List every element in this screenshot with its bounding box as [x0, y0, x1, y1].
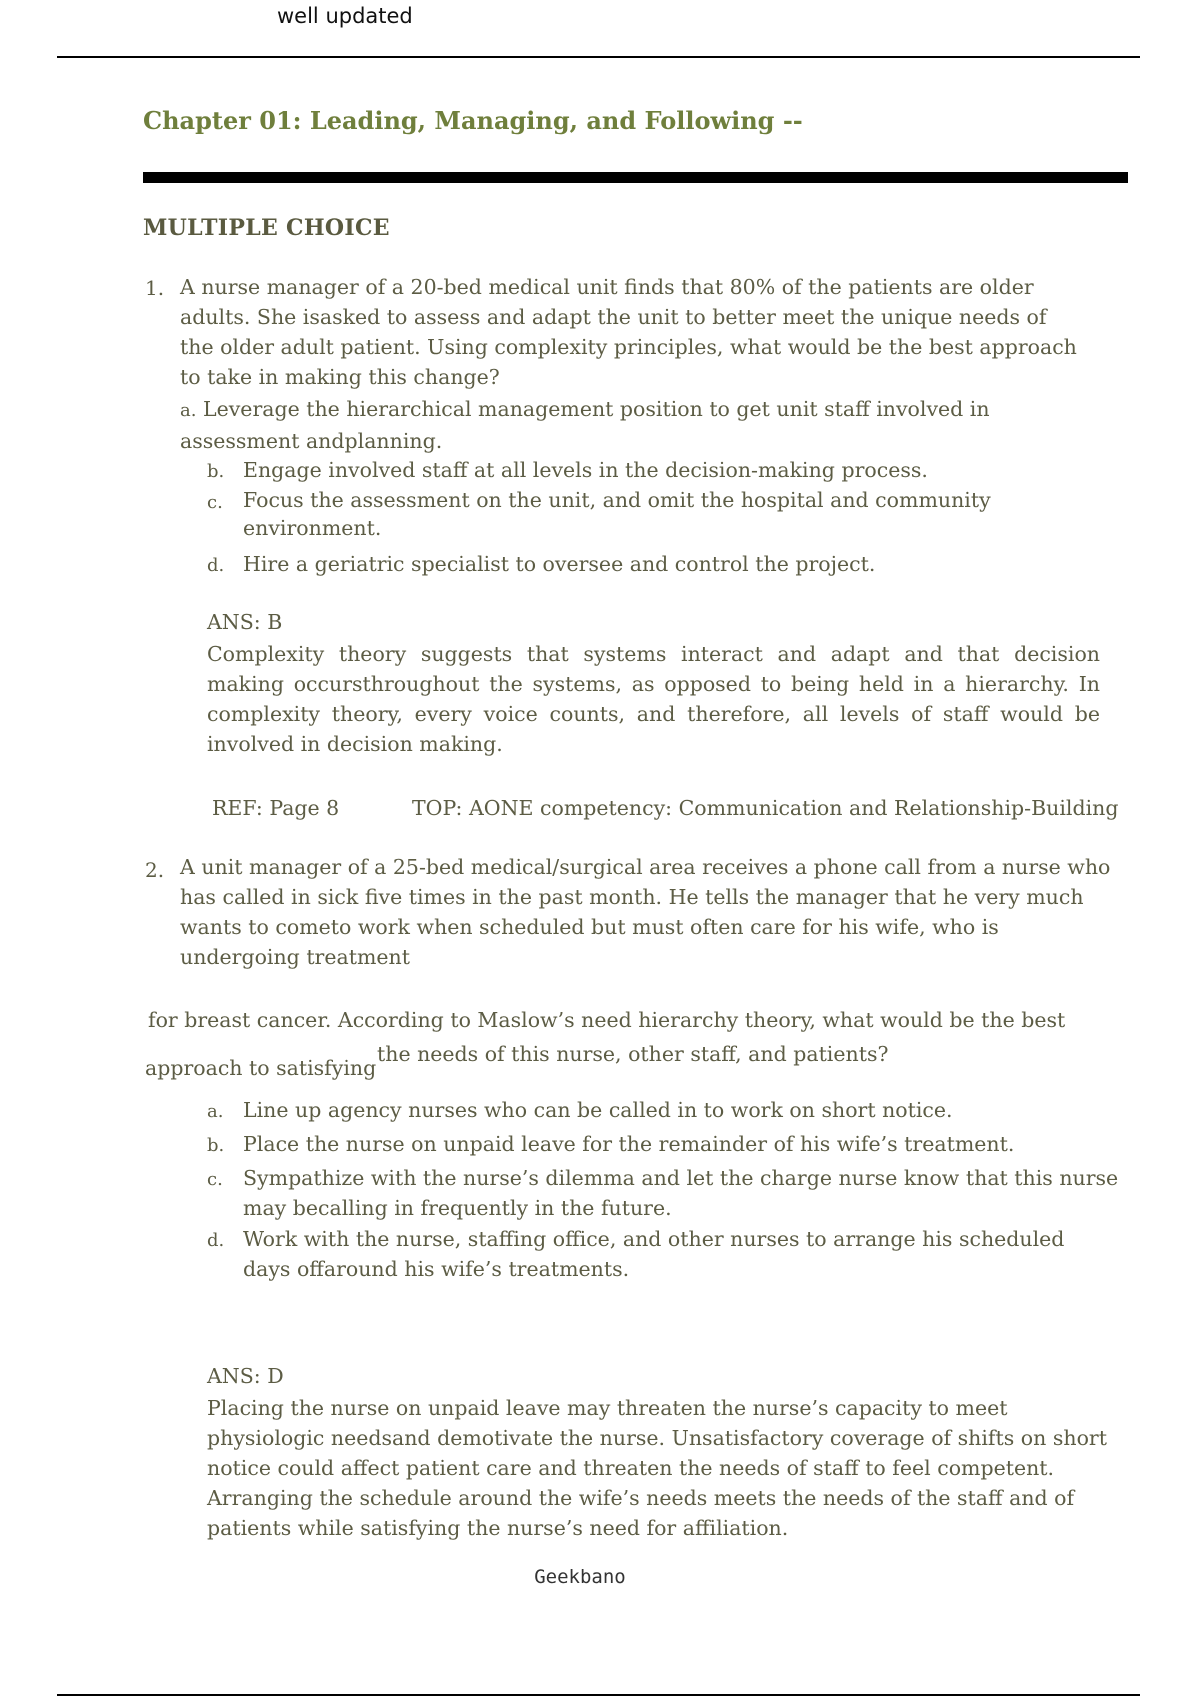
- question-stem-continued: the needs of this nurse, other staff, and patients?: [377, 1042, 889, 1066]
- option-b: Engage involved staff at all levels in the decision-making process.: [243, 458, 928, 482]
- rationale: Complexity theory suggests that systems interact and adapt and that decision making occursthroughout the systems, as opposed to being held in a hierarchy. In complexity theory, every voice counts, and therefore, all levels of staff would be involved in decision making.: [207, 642, 1100, 756]
- topic: TOP: AONE competency: Communication and Relationship-Building: [412, 796, 1119, 820]
- option-label: d.: [207, 1230, 225, 1251]
- reference: REF: Page 8: [212, 796, 340, 820]
- option-c: Focus the assessment on the unit, and omit the hospital and community environment.: [243, 488, 991, 540]
- question-number: 2.: [145, 858, 165, 882]
- option-label: b.: [207, 1135, 225, 1156]
- section-title: MULTIPLE CHOICE: [143, 215, 390, 241]
- section-divider-bar: [143, 172, 1128, 183]
- option-c: Sympathize with the nurse’s dilemma and let the charge nurse know that this nurse may becalling in frequently in the future.: [243, 1166, 1119, 1220]
- option-a: Line up agency nurses who can be called in to work on short notice.: [243, 1098, 953, 1122]
- answer: ANS: B: [207, 610, 283, 634]
- bottom-rule: [57, 1694, 1140, 1696]
- question-number: 1.: [145, 276, 165, 300]
- option-label: a.: [207, 1101, 224, 1122]
- option-d: Hire a geriatric specialist to oversee and control the project.: [243, 552, 876, 576]
- question-stem: A unit manager of a 25-bed medical/surgical area receives a phone call from a nurse who has called in sick five times in the past month. He tells the manager that he very much wants to cometo work when scheduled but must often care for his wife, who is undergoing treatment: [180, 855, 1111, 969]
- chapter-title: Chapter 01: Leading, Managing, and Following --: [143, 106, 803, 135]
- option-a: [180, 394, 1030, 456]
- option-d: Work with the nurse, staffing office, and other nurses to arrange his scheduled days offaround his wife’s treatments.: [243, 1227, 1065, 1281]
- question-stem-continued: for breast cancer. According to Maslow’s need hierarchy theory, what would be the best: [148, 1008, 1066, 1032]
- option-label: d.: [207, 555, 225, 576]
- option-label: c.: [207, 1169, 223, 1190]
- answer: ANS: D: [207, 1364, 284, 1388]
- option-label: b.: [207, 461, 225, 482]
- option-b: Place the nurse on unpaid leave for the remainder of his wife’s treatment.: [243, 1132, 1015, 1156]
- question-stem-continued: approach to satisfying: [145, 1056, 377, 1080]
- header-note: well updated: [277, 4, 413, 28]
- question-stem: A nurse manager of a 20-bed medical unit finds that 80% of the patients are older adults. She isasked to assess and adapt the unit to better meet the unique needs of the older adult patient. Using complexity principles, what would be the best approach to take in making this change?: [180, 275, 1077, 389]
- option-label: a.: [180, 400, 197, 421]
- option-text: Leverage the hierarchical management position to get unit staff involved in assessment andplanning.: [180, 397, 990, 453]
- footer-brand: Geekbano: [534, 1566, 626, 1588]
- rationale: Placing the nurse on unpaid leave may threaten the nurse’s capacity to meet physiologic needsand demotivate the nurse. Unsatisfactory coverage of shifts on short notice could affect patient care and threaten the needs of staff to feel competent. Arranging the schedule around the wife’s needs meets the needs of the staff and of patients while satisfying the nurse’s need for affiliation.: [207, 1396, 1107, 1540]
- option-label: c.: [207, 492, 223, 513]
- top-rule: [57, 56, 1140, 58]
